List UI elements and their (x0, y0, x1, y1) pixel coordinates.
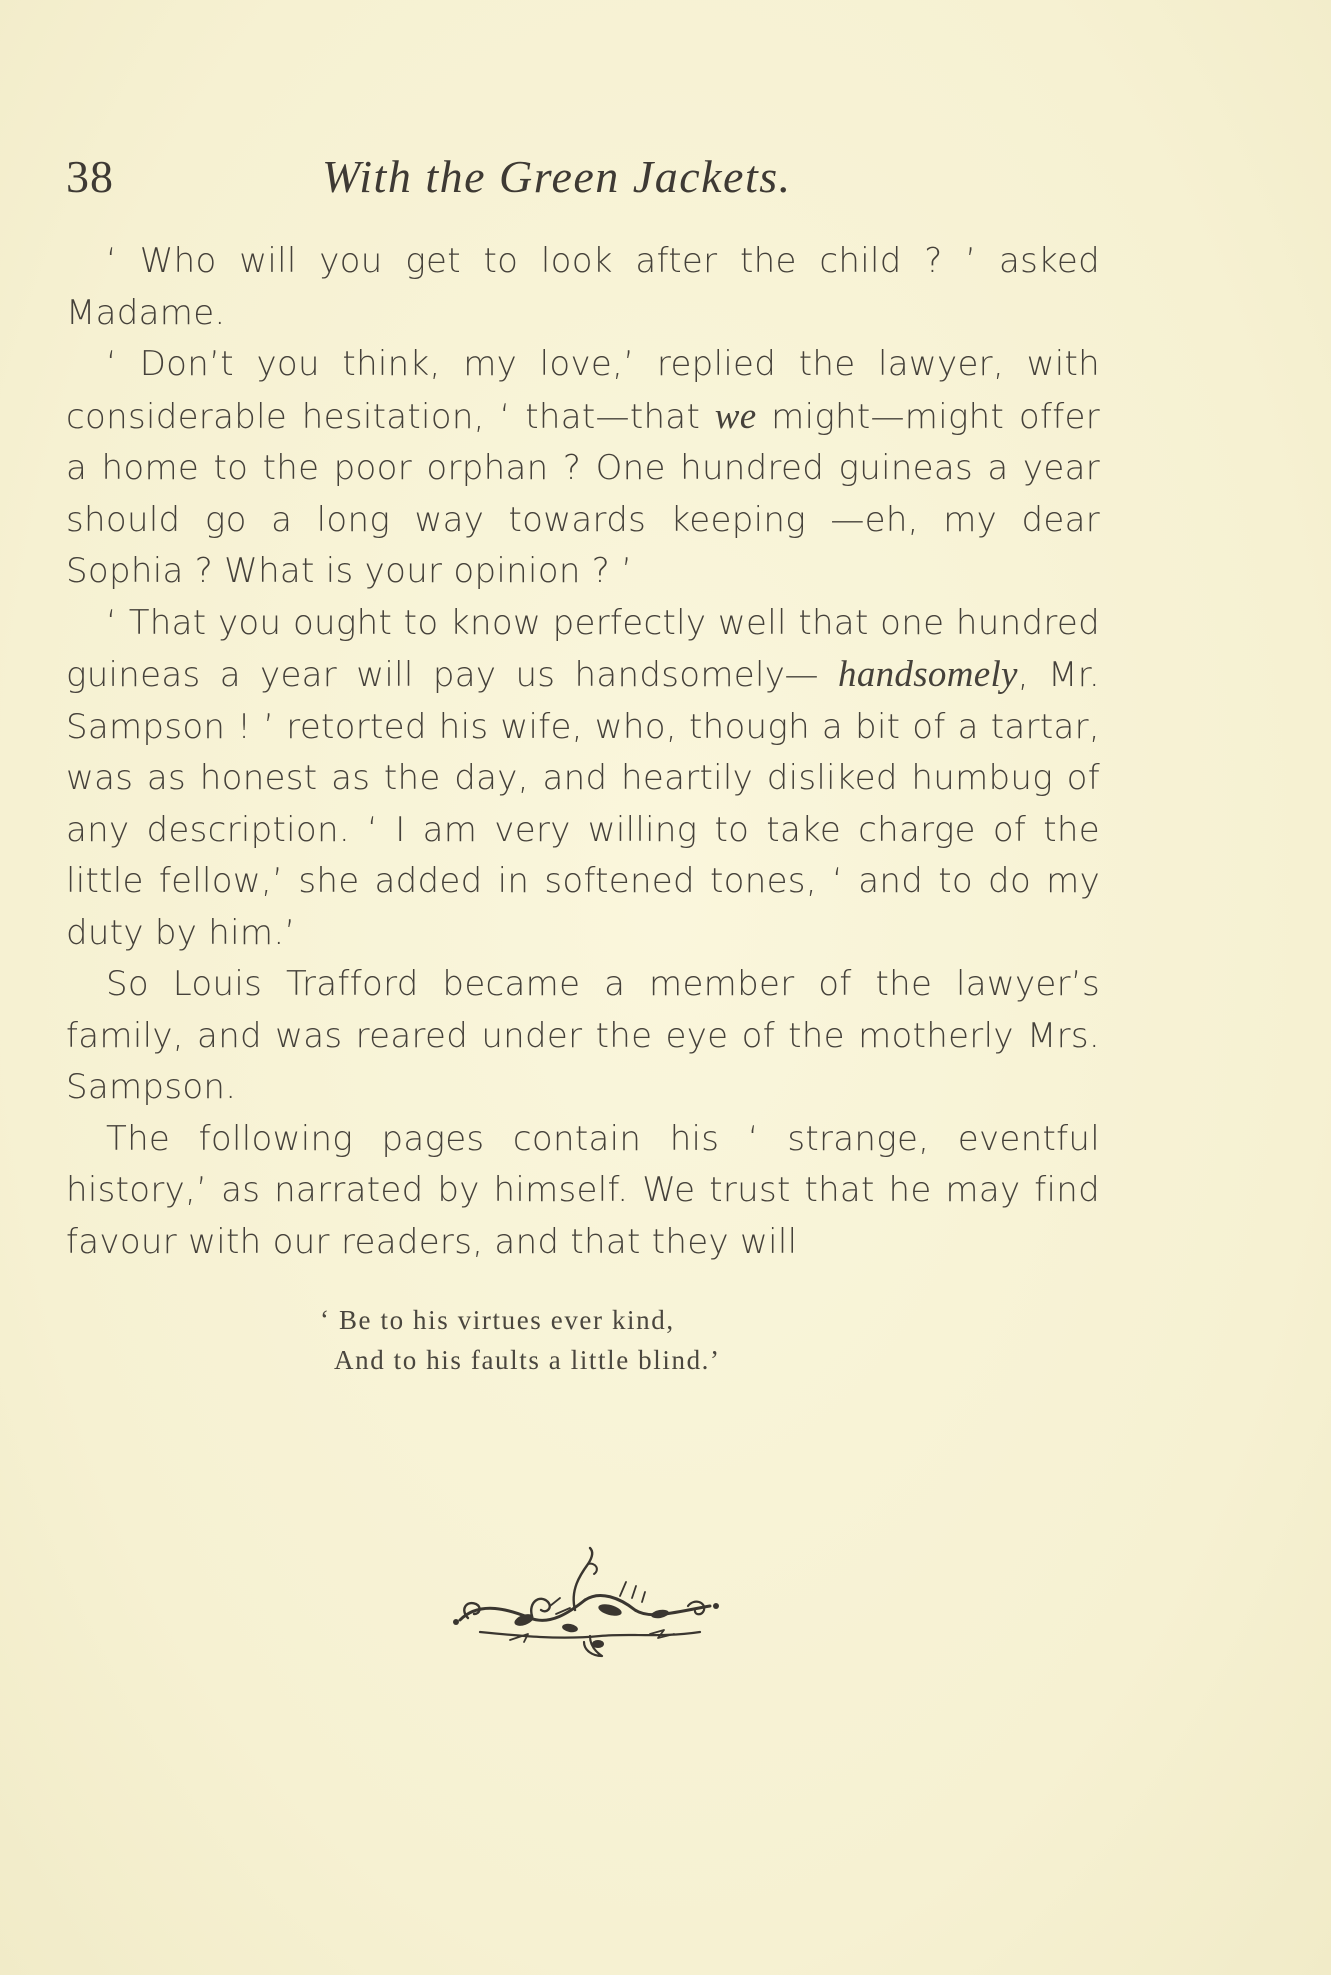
paragraph-5-text: The following pages contain his ‘ strange, eventful history,’ as narrated by himself. We trust that he may find favour with our readers, and that they will (66, 1118, 1100, 1262)
verse-quote (320, 1300, 920, 1380)
running-head (66, 140, 1100, 210)
page-number: 38 (66, 151, 114, 202)
paragraph-4-text: So Louis Trafford became a member of the lawyer’s family, and was reared under the eye of the motherly Mrs. Sampson. (66, 964, 1100, 1107)
verse-line-1: ‘ Be to his virtues ever kind, (320, 1305, 675, 1335)
body-text (66, 236, 1100, 1268)
paragraph-5 (66, 1114, 1100, 1269)
paragraph-1-text: ‘ Who will you get to look after the child ? ’ asked Madame. (66, 241, 1100, 333)
paragraph-3 (66, 598, 1100, 960)
paragraph-3-text-b: , Mr. Sampson ! ’ retorted his wife, who, though a bit of a tartar, was as honest as the day, and heartily disliked humbug of any description. ‘ I am very willing to take charge of the little fellow,’ she added in softened tones, ‘ and to do my duty by him.’ (66, 655, 1100, 953)
paragraph-2 (66, 339, 1100, 598)
paragraph-2-emphasis: we (714, 395, 757, 437)
floral-tailpiece-icon (420, 1540, 750, 1660)
paragraph-1 (66, 236, 1100, 339)
running-title: With the Green Jackets. (322, 151, 792, 202)
paragraph-2-text-a: ‘ Don’t you think, my love,’ replied the lawyer, with considerable hesitation, ‘ that—that (66, 344, 1100, 437)
paragraph-4 (66, 959, 1100, 1114)
paragraph-3-text-a: ‘ That you ought to know perfectly well that one hundred guineas a year will pay us handsomely— (66, 602, 1100, 695)
paragraph-3-emphasis: handsomely (838, 654, 1018, 695)
verse-line-2: And to his faults a little blind.’ (334, 1345, 721, 1375)
paragraph-2-text-b: might—might offer a home to the poor orphan ? One hundred guineas a year should go a long way towards keeping —eh, my dear Sophia ? What is your opinion ? ’ (66, 396, 1100, 591)
